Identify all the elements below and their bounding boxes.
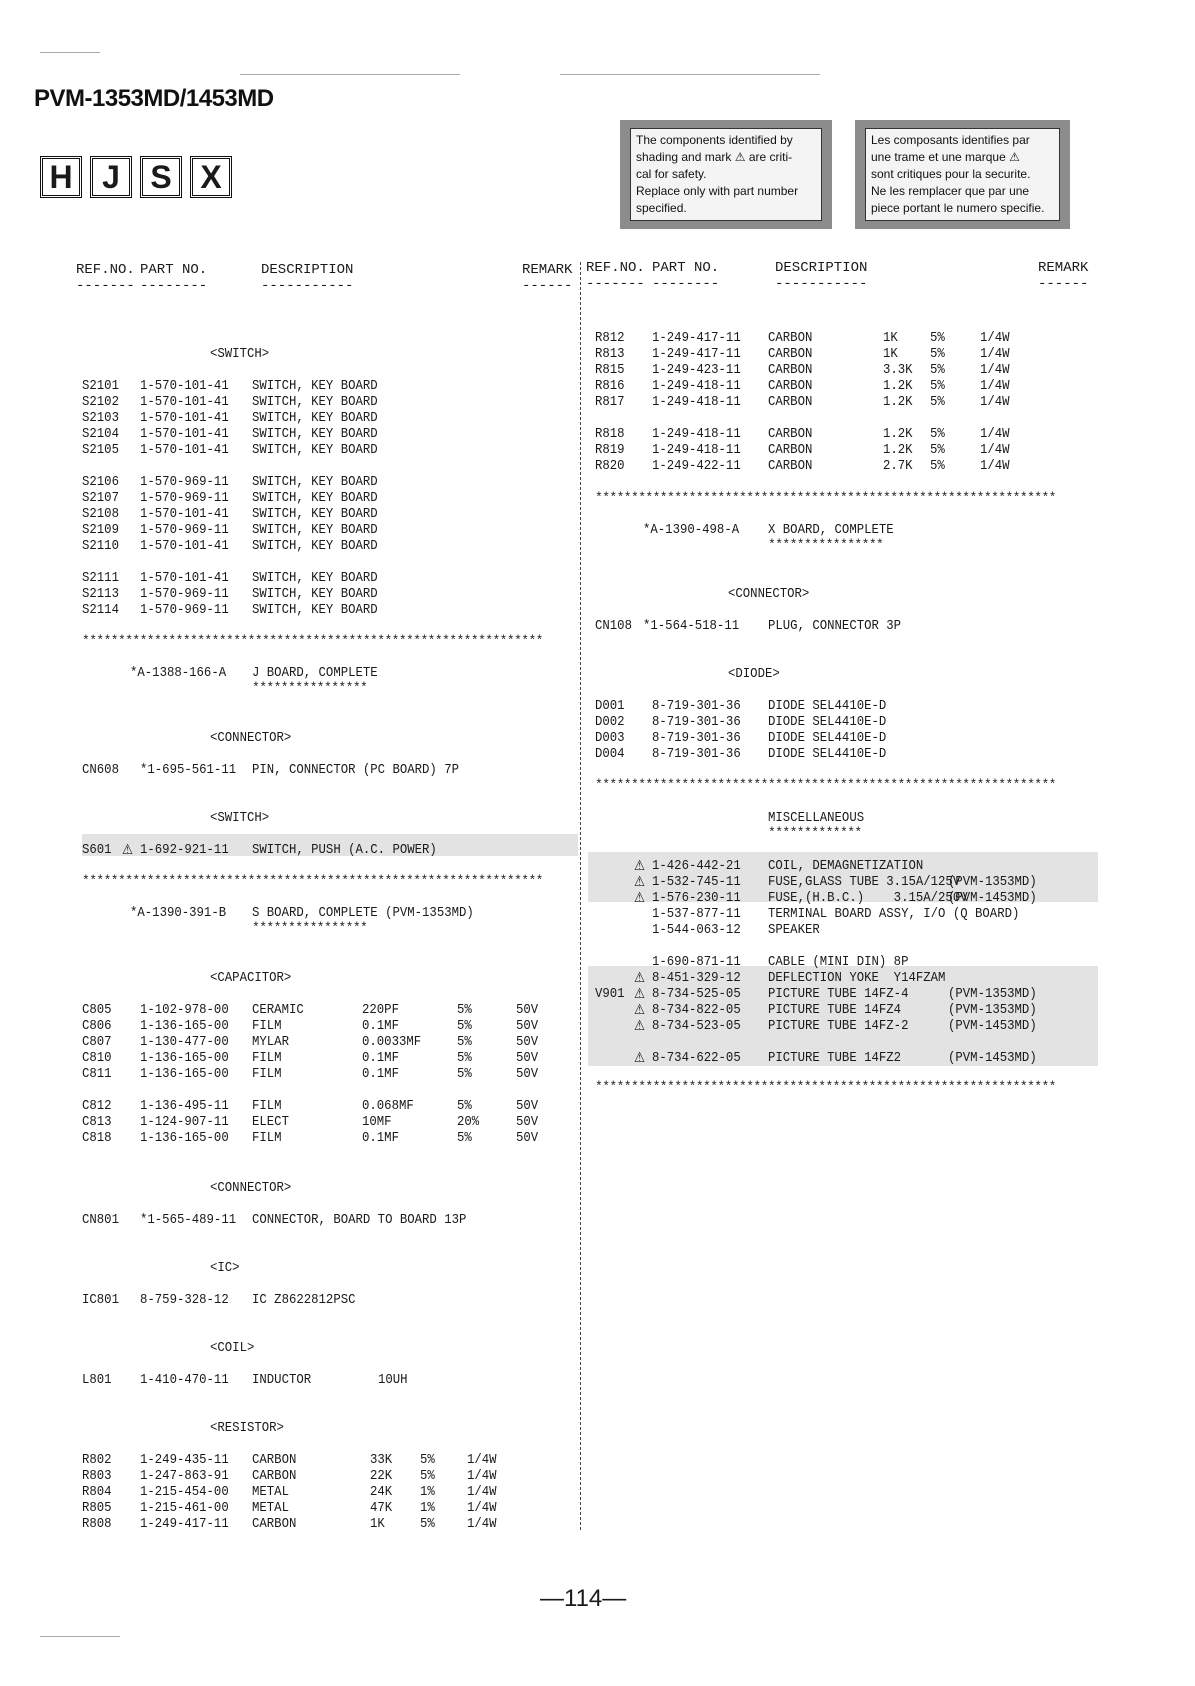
col-header-ref-right: REF.NO. ------- — [586, 260, 645, 292]
component-type: CARBON — [768, 426, 813, 442]
scan-speck — [240, 74, 460, 75]
ref-no: S2110 — [82, 538, 119, 554]
description: SWITCH, KEY BOARD — [252, 602, 378, 618]
ref-no: R804 — [82, 1484, 112, 1500]
ref-no: L801 — [82, 1372, 112, 1388]
remark: (PVM-1353MD) — [948, 874, 1037, 890]
col-header-ref: REF.NO. ------- — [76, 262, 135, 294]
part-no: 1-570-101-41 — [140, 378, 229, 394]
component-type: ELECT — [252, 1114, 289, 1130]
part-no: *1-565-489-11 — [140, 1212, 237, 1228]
component-type: CARBON — [252, 1452, 297, 1468]
section-header-connector: <CONNECTOR> — [210, 730, 292, 746]
component-type: CARBON — [768, 362, 813, 378]
part-no: 1-570-969-11 — [140, 490, 229, 506]
component-value: 22K — [370, 1468, 393, 1484]
tolerance: 5% — [457, 1098, 472, 1114]
part-no: 1-136-165-00 — [140, 1066, 229, 1082]
board-part-no: *A-1388-166-A — [130, 665, 227, 681]
wattage: 1/4W — [980, 330, 1010, 346]
description: FUSE,(H.B.C.) 3.15A/250V — [768, 890, 968, 906]
caution-icon: ⚠ — [634, 1050, 646, 1066]
part-no: 1-570-969-11 — [140, 522, 229, 538]
component-value: 0.1MF — [362, 1050, 399, 1066]
tolerance: 5% — [930, 394, 945, 410]
component-type: FILM — [252, 1130, 282, 1146]
part-no: 1-410-470-11 — [140, 1372, 229, 1388]
description: TERMINAL BOARD ASSY, I/O (Q BOARD) — [768, 906, 1020, 922]
part-no: 1-247-863-91 — [140, 1468, 229, 1484]
tolerance: 5% — [420, 1516, 435, 1532]
description: PICTURE TUBE 14FZ4 — [768, 1002, 902, 1018]
wattage: 1/4W — [467, 1468, 497, 1484]
region-codes — [40, 156, 232, 198]
tolerance: 1% — [420, 1500, 435, 1516]
description: SWITCH, KEY BOARD — [252, 506, 378, 522]
wattage: 1/4W — [980, 362, 1010, 378]
component-value: 0.0033MF — [362, 1034, 422, 1050]
tolerance: 5% — [457, 1018, 472, 1034]
ref-no: C810 — [82, 1050, 112, 1066]
component-type: FILM — [252, 1098, 282, 1114]
description: CONNECTOR, BOARD TO BOARD 13P — [252, 1212, 467, 1228]
tolerance: 5% — [457, 1050, 472, 1066]
part-no: 1-570-969-11 — [140, 602, 229, 618]
caution-icon: ⚠ — [634, 1002, 646, 1018]
wattage: 1/4W — [467, 1516, 497, 1532]
part-no: 1-136-495-11 — [140, 1098, 229, 1114]
tolerance: 5% — [457, 1034, 472, 1050]
section-header-connector: <CONNECTOR> — [728, 586, 810, 602]
description: DIODE SEL4410E-D — [768, 746, 887, 762]
ref-no: CN801 — [82, 1212, 119, 1228]
section-header-underline: ************* — [768, 826, 862, 840]
ref-no: S2106 — [82, 474, 119, 490]
description: SWITCH, KEY BOARD — [252, 490, 378, 506]
board-part-no: *A-1390-498-A — [643, 522, 740, 538]
region-box-h: H — [40, 156, 82, 198]
part-no: 1-544-063-12 — [652, 922, 741, 938]
ref-no: R808 — [82, 1516, 112, 1532]
part-no: 1-249-423-11 — [652, 362, 741, 378]
ref-no: S2104 — [82, 426, 119, 442]
region-box-s: S — [140, 156, 182, 198]
remark: (PVM-1453MD) — [948, 1050, 1037, 1066]
board-title-underline: **************** — [768, 538, 884, 552]
component-value: 1K — [883, 346, 898, 362]
description: DIODE SEL4410E-D — [768, 730, 887, 746]
ref-no: IC801 — [82, 1292, 119, 1308]
component-type: CARBON — [768, 346, 813, 362]
component-value: 1.2K — [883, 378, 913, 394]
ref-no: D001 — [595, 698, 625, 714]
component-value: 1.2K — [883, 394, 913, 410]
description: PICTURE TUBE 14FZ2 — [768, 1050, 902, 1066]
part-no: *1-564-518-11 — [643, 618, 740, 634]
component-value: 24K — [370, 1484, 393, 1500]
component-type: INDUCTOR — [252, 1372, 312, 1388]
col-header-part-right: PART NO. -------- — [652, 260, 720, 292]
part-no: 1-249-418-11 — [652, 442, 741, 458]
ref-no: R812 — [595, 330, 625, 346]
ref-no: S2101 — [82, 378, 119, 394]
section-separator: **************************************************************** — [595, 491, 1056, 505]
description: PICTURE TUBE 14FZ-2 — [768, 1018, 909, 1034]
description: SWITCH, KEY BOARD — [252, 474, 378, 490]
part-no: 1-249-435-11 — [140, 1452, 229, 1468]
tolerance: 5% — [930, 378, 945, 394]
part-no: 1-570-101-41 — [140, 410, 229, 426]
ref-no: C812 — [82, 1098, 112, 1114]
ref-no: R818 — [595, 426, 625, 442]
description: SWITCH, KEY BOARD — [252, 410, 378, 426]
component-value: 1.2K — [883, 426, 913, 442]
description: CABLE (MINI DIN) 8P — [768, 954, 909, 970]
part-no: 1-576-230-11 — [652, 890, 741, 906]
ref-no: D003 — [595, 730, 625, 746]
col-header-remark-right: REMARK ------ — [1038, 260, 1089, 292]
wattage: 1/4W — [467, 1500, 497, 1516]
component-type: FILM — [252, 1066, 282, 1082]
safety-notice-french — [855, 120, 1070, 229]
part-no: 1-249-417-11 — [652, 330, 741, 346]
col-header-part: PART NO. -------- — [140, 262, 208, 294]
tolerance: 5% — [930, 458, 945, 474]
description: SWITCH, KEY BOARD — [252, 570, 378, 586]
ref-no: R819 — [595, 442, 625, 458]
component-type: METAL — [252, 1500, 289, 1516]
caution-icon: ⚠ — [634, 986, 646, 1002]
region-box-j: J — [90, 156, 132, 198]
component-type: CARBON — [768, 442, 813, 458]
safety-notice-english — [620, 120, 832, 229]
description: SWITCH, KEY BOARD — [252, 586, 378, 602]
ref-no: R813 — [595, 346, 625, 362]
caution-icon: ⚠ — [122, 842, 134, 858]
part-no: 1-249-417-11 — [652, 346, 741, 362]
col-header-remark: REMARK ------ — [522, 262, 573, 294]
component-type: METAL — [252, 1484, 289, 1500]
description: DIODE SEL4410E-D — [768, 698, 887, 714]
section-separator: **************************************************************** — [595, 778, 1056, 792]
voltage: 50V — [516, 1002, 539, 1018]
ref-no: CN108 — [595, 618, 632, 634]
region-box-x: X — [190, 156, 232, 198]
wattage: 1/4W — [980, 442, 1010, 458]
description: SWITCH, KEY BOARD — [252, 394, 378, 410]
part-no: 8-734-822-05 — [652, 1002, 741, 1018]
column-divider — [580, 262, 581, 1530]
scan-speck — [40, 1636, 120, 1637]
col-header-description-right: DESCRIPTION ----------- — [775, 260, 868, 292]
remark: (PVM-1453MD) — [948, 1018, 1037, 1034]
wattage: 1/4W — [980, 346, 1010, 362]
col-header-description: DESCRIPTION ----------- — [261, 262, 354, 294]
component-type: CERAMIC — [252, 1002, 304, 1018]
section-header-connector: <CONNECTOR> — [210, 1180, 292, 1196]
component-type: FILM — [252, 1018, 282, 1034]
part-no: 1-136-165-00 — [140, 1018, 229, 1034]
page-number: —114— — [540, 1585, 627, 1612]
section-header-capacitor: <CAPACITOR> — [210, 970, 292, 986]
description: PICTURE TUBE 14FZ-4 — [768, 986, 909, 1002]
part-no: 8-719-301-36 — [652, 714, 741, 730]
tolerance: 1% — [420, 1484, 435, 1500]
component-type: CARBON — [768, 330, 813, 346]
ref-no: R815 — [595, 362, 625, 378]
part-no: 1-532-745-11 — [652, 874, 741, 890]
section-header-ic: <IC> — [210, 1260, 240, 1276]
part-no: 1-130-477-00 — [140, 1034, 229, 1050]
component-type: MYLAR — [252, 1034, 289, 1050]
wattage: 1/4W — [467, 1484, 497, 1500]
scan-speck — [40, 52, 100, 53]
component-value: 0.068MF — [362, 1098, 414, 1114]
section-header-miscellaneous: MISCELLANEOUS — [768, 810, 865, 826]
ref-no: V901 — [595, 986, 625, 1002]
ref-no: R803 — [82, 1468, 112, 1484]
ref-no: D002 — [595, 714, 625, 730]
board-part-no: *A-1390-391-B — [130, 905, 227, 921]
voltage: 50V — [516, 1018, 539, 1034]
wattage: 1/4W — [980, 426, 1010, 442]
wattage: 1/4W — [980, 378, 1010, 394]
part-no: 1-215-461-00 — [140, 1500, 229, 1516]
ref-no: S2107 — [82, 490, 119, 506]
description: COIL, DEMAGNETIZATION — [768, 858, 924, 874]
description: SWITCH, KEY BOARD — [252, 522, 378, 538]
tolerance: 5% — [930, 346, 945, 362]
tolerance: 5% — [457, 1130, 472, 1146]
part-no: 1-124-907-11 — [140, 1114, 229, 1130]
part-no: 8-734-523-05 — [652, 1018, 741, 1034]
section-separator: **************************************************************** — [595, 1080, 1056, 1094]
component-value: 33K — [370, 1452, 393, 1468]
ref-no: R817 — [595, 394, 625, 410]
section-header-coil: <COIL> — [210, 1340, 255, 1356]
tolerance: 5% — [930, 362, 945, 378]
part-no: 1-570-969-11 — [140, 474, 229, 490]
part-no: 1-570-101-41 — [140, 394, 229, 410]
ref-no: S2108 — [82, 506, 119, 522]
part-no: 1-136-165-00 — [140, 1130, 229, 1146]
part-no: 8-734-622-05 — [652, 1050, 741, 1066]
component-value: 1.2K — [883, 442, 913, 458]
board-title: J BOARD, COMPLETE — [252, 665, 378, 681]
remark: (PVM-1353MD) — [948, 986, 1037, 1002]
ref-no: S2103 — [82, 410, 119, 426]
board-title-underline: **************** — [252, 921, 368, 935]
tolerance: 5% — [930, 330, 945, 346]
tolerance: 20% — [457, 1114, 480, 1130]
page-title: PVM-1353MD/1453MD — [34, 85, 274, 112]
part-no: 8-759-328-12 — [140, 1292, 229, 1308]
part-no: *1-695-561-11 — [140, 762, 237, 778]
part-no: 1-249-418-11 — [652, 378, 741, 394]
voltage: 50V — [516, 1114, 539, 1130]
ref-no: R816 — [595, 378, 625, 394]
tolerance: 5% — [420, 1452, 435, 1468]
part-no: 1-426-442-21 — [652, 858, 741, 874]
voltage: 50V — [516, 1098, 539, 1114]
safety-notice-french-text: Les composants identifies par une trame et une marque ⚠ sont critiques pour la securite. Ne les remplacer que par une piece portant le numero specifie. — [865, 128, 1060, 221]
component-type: CARBON — [768, 378, 813, 394]
component-value: 1K — [370, 1516, 385, 1532]
part-no: 1-690-871-11 — [652, 954, 741, 970]
caution-icon: ⚠ — [634, 874, 646, 890]
remark: (PVM-1453MD) — [948, 890, 1037, 906]
description: SWITCH, KEY BOARD — [252, 426, 378, 442]
part-no: 1-249-418-11 — [652, 426, 741, 442]
wattage: 1/4W — [980, 394, 1010, 410]
part-no: 8-719-301-36 — [652, 730, 741, 746]
part-no: 1-102-978-00 — [140, 1002, 229, 1018]
voltage: 50V — [516, 1066, 539, 1082]
part-no: 8-451-329-12 — [652, 970, 741, 986]
part-no: 1-570-101-41 — [140, 538, 229, 554]
voltage: 50V — [516, 1050, 539, 1066]
ref-no: CN608 — [82, 762, 119, 778]
section-header-switch: <SWITCH> — [210, 810, 270, 826]
ref-no: C818 — [82, 1130, 112, 1146]
description: FUSE,GLASS TUBE 3.15A/125V — [768, 874, 961, 890]
board-title: S BOARD, COMPLETE (PVM-1353MD) — [252, 905, 474, 921]
part-no: 1-570-101-41 — [140, 570, 229, 586]
component-type: FILM — [252, 1050, 282, 1066]
part-no: 1-570-101-41 — [140, 426, 229, 442]
component-type: CARBON — [252, 1468, 297, 1484]
tolerance: 5% — [457, 1066, 472, 1082]
remark: (PVM-1353MD) — [948, 1002, 1037, 1018]
description: SWITCH, PUSH (A.C. POWER) — [252, 842, 437, 858]
wattage: 1/4W — [467, 1452, 497, 1468]
part-no: 1-249-418-11 — [652, 394, 741, 410]
ref-no: C807 — [82, 1034, 112, 1050]
scan-speck — [560, 74, 820, 75]
part-no: 8-719-301-36 — [652, 698, 741, 714]
wattage: 1/4W — [980, 458, 1010, 474]
description: SWITCH, KEY BOARD — [252, 378, 378, 394]
part-no: 1-570-969-11 — [140, 586, 229, 602]
description: IC Z8622812PSC — [252, 1292, 356, 1308]
component-value: 3.3K — [883, 362, 913, 378]
safety-notice-english-text: The components identified by shading and mark ⚠ are criti- cal for safety. Replace only with part number specified. — [630, 128, 822, 221]
caution-icon: ⚠ — [634, 970, 646, 986]
voltage: 50V — [516, 1034, 539, 1050]
ref-no: C806 — [82, 1018, 112, 1034]
tolerance: 5% — [930, 426, 945, 442]
part-no: 1-249-422-11 — [652, 458, 741, 474]
part-no: 8-719-301-36 — [652, 746, 741, 762]
description: PLUG, CONNECTOR 3P — [768, 618, 902, 634]
component-value: 47K — [370, 1500, 393, 1516]
ref-no: S601 — [82, 842, 112, 858]
part-no: 1-249-417-11 — [140, 1516, 229, 1532]
description: DEFLECTION YOKE Y14FZAM — [768, 970, 946, 986]
ref-no: S2111 — [82, 570, 119, 586]
component-value: 1K — [883, 330, 898, 346]
caution-icon: ⚠ — [634, 858, 646, 874]
component-type: CARBON — [768, 394, 813, 410]
component-type: CARBON — [252, 1516, 297, 1532]
section-header-resistor: <RESISTOR> — [210, 1420, 284, 1436]
component-value: 10UH — [378, 1372, 408, 1388]
component-value: 0.1MF — [362, 1018, 399, 1034]
part-no: 1-136-165-00 — [140, 1050, 229, 1066]
description: SWITCH, KEY BOARD — [252, 538, 378, 554]
board-title: X BOARD, COMPLETE — [768, 522, 894, 538]
section-header-switch: <SWITCH> — [210, 346, 270, 362]
description: PIN, CONNECTOR (PC BOARD) 7P — [252, 762, 460, 778]
ref-no: R805 — [82, 1500, 112, 1516]
ref-no: S2114 — [82, 602, 119, 618]
tolerance: 5% — [420, 1468, 435, 1484]
description: DIODE SEL4410E-D — [768, 714, 887, 730]
component-value: 2.7K — [883, 458, 913, 474]
component-value: 0.1MF — [362, 1066, 399, 1082]
ref-no: D004 — [595, 746, 625, 762]
part-no: 8-734-525-05 — [652, 986, 741, 1002]
ref-no: S2109 — [82, 522, 119, 538]
caution-icon: ⚠ — [634, 1018, 646, 1034]
board-title-underline: **************** — [252, 681, 368, 695]
component-value: 0.1MF — [362, 1130, 399, 1146]
ref-no: C811 — [82, 1066, 112, 1082]
part-no: 1-215-454-00 — [140, 1484, 229, 1500]
caution-icon: ⚠ — [634, 890, 646, 906]
part-no: 1-692-921-11 — [140, 842, 229, 858]
component-type: CARBON — [768, 458, 813, 474]
part-no: 1-570-101-41 — [140, 442, 229, 458]
ref-no: R820 — [595, 458, 625, 474]
section-header-diode: <DIODE> — [728, 666, 780, 682]
section-separator: **************************************************************** — [82, 874, 543, 888]
ref-no: S2102 — [82, 394, 119, 410]
ref-no: C813 — [82, 1114, 112, 1130]
part-no: 1-537-877-11 — [652, 906, 741, 922]
tolerance: 5% — [930, 442, 945, 458]
section-separator: **************************************************************** — [82, 634, 543, 648]
part-no: 1-570-101-41 — [140, 506, 229, 522]
ref-no: C805 — [82, 1002, 112, 1018]
component-value: 10MF — [362, 1114, 392, 1130]
component-value: 220PF — [362, 1002, 399, 1018]
description: SPEAKER — [768, 922, 820, 938]
voltage: 50V — [516, 1130, 539, 1146]
description: SWITCH, KEY BOARD — [252, 442, 378, 458]
tolerance: 5% — [457, 1002, 472, 1018]
ref-no: S2105 — [82, 442, 119, 458]
ref-no: R802 — [82, 1452, 112, 1468]
ref-no: S2113 — [82, 586, 119, 602]
